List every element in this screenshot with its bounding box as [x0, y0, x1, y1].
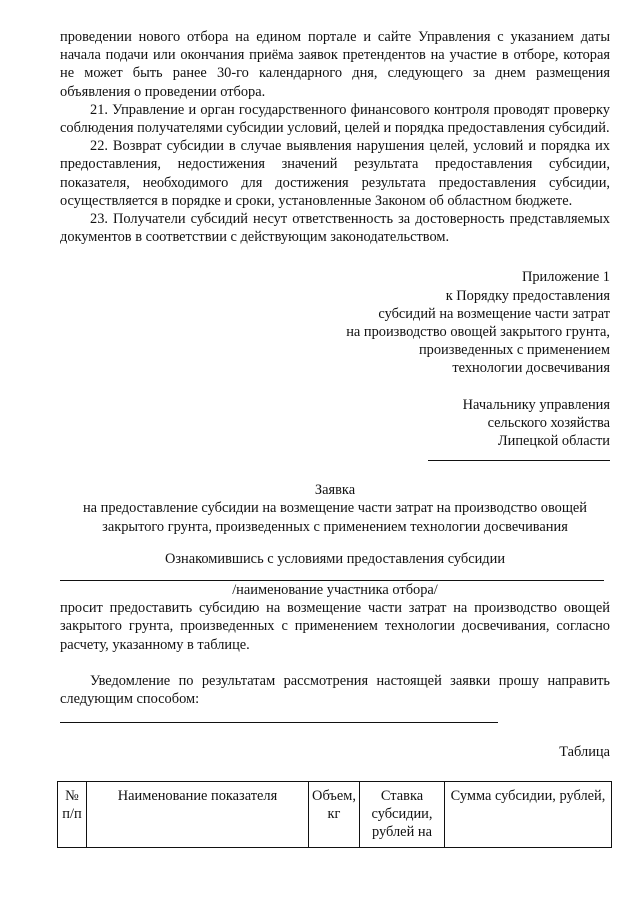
request-paragraph: просит предоставить субсидию на возмещение части затрат на производство овощей закрытого грунта, произведенных с применением технологии досвечивания, согласно расчету, указанному в таблице. — [60, 600, 610, 653]
paragraph-21: 21. Управление и орган государственного финансового контроля проводят проверку соблюдения получателями субсидии условий, целей и порядка предоставления субсидий. — [60, 101, 610, 137]
addressee-line: Липецкой области — [497, 433, 610, 450]
addressee-line: сельского хозяйства — [487, 414, 610, 431]
addressee-block — [60, 396, 610, 462]
paragraph-23: 23. Получатели субсидий несут ответственность за достоверность представляемых документов в соответствии с действующим законодательством. — [60, 211, 610, 246]
subsidy-table — [57, 781, 612, 848]
header-cell-number: № п/п — [58, 782, 87, 848]
appendix-block — [60, 268, 610, 377]
header-cell-volume: Объем, кг — [309, 782, 360, 848]
table-header-row — [58, 782, 612, 848]
appendix-line: к Порядку предоставления — [445, 287, 610, 304]
header-cell-indicator: Наименование показателя — [87, 782, 309, 848]
appendix-line: Приложение 1 — [521, 269, 610, 286]
header-cell-rate: Ставка субсидии, рублей на — [360, 782, 445, 848]
application-subtitle: на предоставление субсидии на возмещение части затрат на производство овощей закрытого грунта, произведенных с применением технологии досвечивания — [82, 500, 588, 535]
application-intro: Ознакомившись с условиями предоставления субсидии — [164, 550, 506, 567]
table-label: Таблица — [559, 744, 610, 761]
application-title: Заявка — [314, 482, 356, 499]
appendix-line: субсидий на возмещение части затрат — [378, 305, 610, 322]
notification-method-line — [60, 722, 498, 723]
appendix-line: технологии досвечивания — [452, 360, 610, 377]
notification-paragraph: Уведомление по результатам рассмотрения настоящей заявки прошу направить следующим способом: — [60, 672, 610, 708]
appendix-line: произведенных с применением — [418, 342, 610, 359]
addressee-line: Начальнику управления — [462, 396, 610, 413]
header-cell-amount: Сумма субсидии, рублей, — [445, 782, 612, 848]
document-page — [60, 28, 610, 762]
paragraph-continued: проведении нового отбора на едином портале и сайте Управления с указанием даты начала подачи или окончания приёма заявок претендентов на участие в отборе, которая не может быть ранее 30-го календарного дня, следующего за днем размещения объявления о проведении отбора. — [60, 29, 610, 100]
participant-caption: /наименование участника отбора/ — [232, 582, 438, 599]
appendix-line: на производство овощей закрытого грунта, — [346, 324, 610, 341]
addressee-signature-line — [428, 460, 610, 461]
paragraph-22: 22. Возврат субсидии в случае выявления нарушения целей, условий и порядка их предоставления, недостижения значений результата предоставления субсидии, показателя, необходимого для достижения результата предоставления субсидии, осуществляется в порядке и сроки, установленные Законом об областном бюджете. — [60, 138, 610, 209]
